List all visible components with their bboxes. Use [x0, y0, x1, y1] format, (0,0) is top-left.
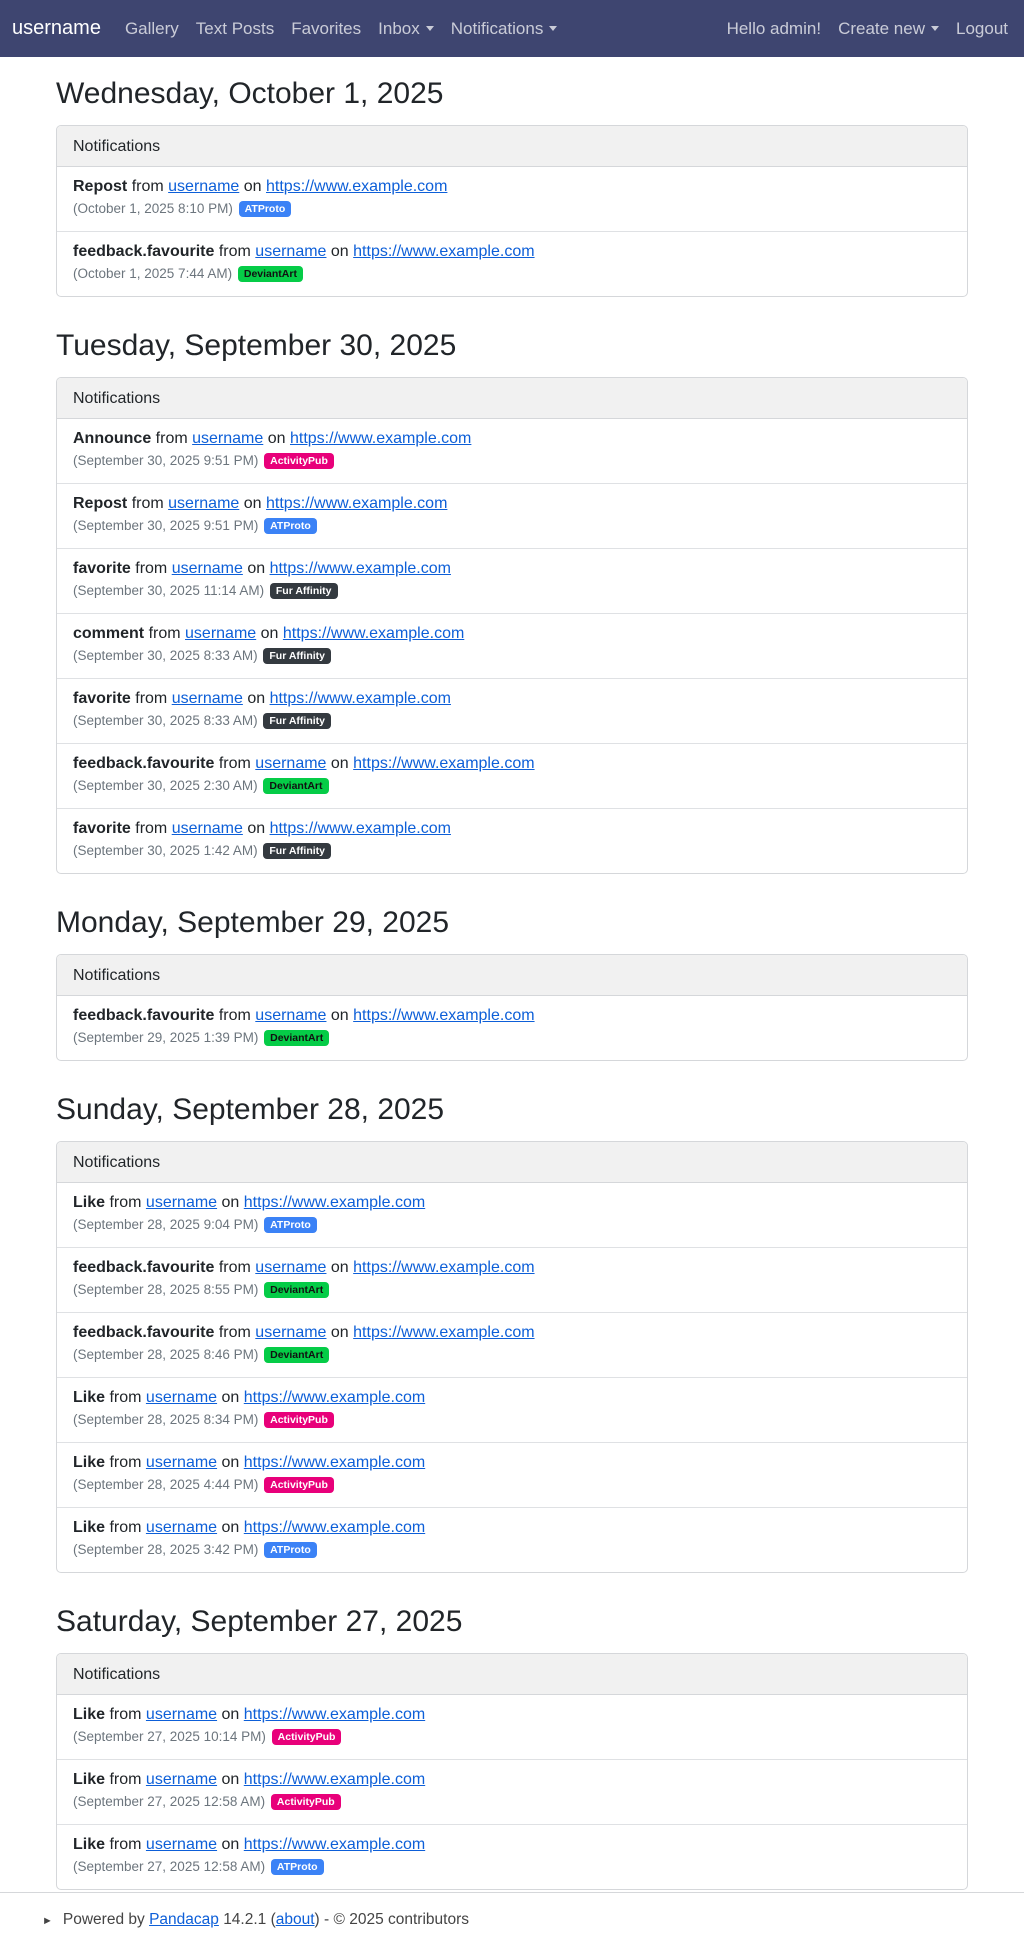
nav-right: [727, 19, 1012, 39]
notifications-list: [56, 57, 968, 1890]
user-link[interactable]: username: [185, 625, 257, 642]
notification-item: [57, 484, 967, 549]
notifications-label: Notifications: [450, 18, 544, 38]
day-heading: Tuesday, September 30, 2025: [56, 329, 457, 362]
create-new-dropdown[interactable]: [838, 19, 939, 39]
notification-item: [57, 1248, 967, 1313]
notification-meta: [73, 1474, 951, 1496]
user-link[interactable]: username: [168, 178, 240, 195]
from-label: from: [131, 495, 164, 512]
notification-meta: [73, 1214, 951, 1236]
notification-timestamp: (October 1, 2025 8:10 PM): [73, 201, 233, 216]
platform-badge: Fur Affinity: [263, 713, 331, 729]
pandacap-link[interactable]: Pandacap: [149, 1911, 219, 1928]
user-link[interactable]: username: [255, 243, 327, 260]
user-link[interactable]: username: [255, 1007, 327, 1024]
post-url-link[interactable]: https://www.example.com: [243, 1454, 426, 1471]
notification-timestamp: (September 30, 2025 9:51 PM): [73, 453, 259, 468]
notification-timestamp: (September 28, 2025 8:34 PM): [73, 1412, 259, 1427]
notification-item: [57, 1825, 967, 1889]
platform-badge: DeviantArt: [264, 1347, 329, 1363]
post-url-link[interactable]: https://www.example.com: [266, 495, 448, 512]
platform-badge: ATProto: [239, 201, 292, 217]
logout-link[interactable]: Logout: [956, 18, 1008, 38]
platform-badge: ActivityPub: [271, 1794, 341, 1810]
from-label: from: [131, 178, 164, 195]
notification-meta: [73, 1409, 951, 1431]
from-label: from: [109, 1389, 142, 1406]
platform-badge: ActivityPub: [272, 1729, 342, 1745]
nav-gallery-link[interactable]: Gallery: [124, 18, 179, 38]
notification-action: favorite: [73, 560, 131, 577]
on-label: on: [221, 1771, 240, 1788]
notification-timestamp: (September 30, 2025 1:42 AM): [73, 843, 258, 858]
on-label: on: [247, 690, 266, 707]
notification-summary: [73, 753, 951, 775]
notification-action: favorite: [73, 820, 131, 837]
platform-badge: ActivityPub: [264, 1477, 334, 1493]
notification-action: Like: [73, 1771, 106, 1788]
user-link[interactable]: username: [171, 560, 243, 577]
notification-action: Like: [73, 1706, 106, 1723]
notification-summary: [73, 1005, 951, 1027]
notification-timestamp: (September 30, 2025 2:30 AM): [73, 778, 258, 793]
notification-item: [57, 167, 967, 232]
notification-item: [57, 1443, 967, 1508]
notification-timestamp: (September 27, 2025 12:58 AM): [73, 1859, 266, 1874]
day-heading: Wednesday, October 1, 2025: [56, 77, 444, 110]
post-url-link[interactable]: https://www.example.com: [353, 1007, 535, 1024]
platform-badge: Fur Affinity: [263, 843, 331, 859]
notification-timestamp: (September 29, 2025 1:39 PM): [73, 1030, 259, 1045]
from-label: from: [218, 755, 251, 772]
notification-item: [57, 614, 967, 679]
notification-meta: [73, 1791, 951, 1813]
notifications-card: [56, 1141, 968, 1573]
notifications-card: [56, 125, 968, 297]
on-label: on: [221, 1454, 240, 1471]
on-label: on: [330, 1007, 349, 1024]
notification-meta: [73, 840, 951, 862]
user-link[interactable]: username: [255, 755, 327, 772]
on-label: on: [221, 1706, 240, 1723]
inbox-label: Inbox: [378, 18, 420, 38]
notification-item: [57, 549, 967, 614]
from-label: from: [109, 1771, 142, 1788]
notification-meta: [73, 1027, 951, 1049]
platform-badge: DeviantArt: [264, 1030, 329, 1046]
footer-suffix: ) - © 2025 contributors: [314, 1911, 469, 1928]
footer-version: 14.2.1 (: [223, 1911, 276, 1928]
from-label: from: [218, 243, 251, 260]
platform-badge: ATProto: [264, 1542, 317, 1558]
on-label: on: [267, 430, 286, 447]
notification-action: feedback.favourite: [73, 1324, 215, 1341]
user-link[interactable]: username: [145, 1194, 218, 1211]
top-navbar: [0, 0, 1024, 57]
notification-meta: [73, 1856, 951, 1878]
notification-summary: [73, 1257, 951, 1279]
post-url-link[interactable]: https://www.example.com: [243, 1771, 426, 1788]
platform-badge: ATProto: [264, 518, 317, 534]
user-link[interactable]: username: [255, 1324, 327, 1341]
notification-summary: [73, 688, 951, 710]
day-heading: Sunday, September 28, 2025: [56, 1093, 445, 1126]
notification-summary: [73, 558, 951, 580]
post-url-link[interactable]: https://www.example.com: [282, 625, 465, 642]
notification-timestamp: (September 28, 2025 8:55 PM): [73, 1282, 259, 1297]
notification-item: [57, 1183, 967, 1248]
on-label: on: [243, 495, 262, 512]
notification-summary: [73, 1322, 951, 1344]
post-url-link[interactable]: https://www.example.com: [353, 243, 535, 260]
caret-down-icon: [931, 26, 939, 31]
notification-action: Repost: [73, 178, 128, 195]
notification-item: [57, 1508, 967, 1572]
platform-badge: ActivityPub: [264, 453, 334, 469]
day-section: [56, 1073, 968, 1573]
post-url-link[interactable]: https://www.example.com: [289, 430, 472, 447]
notification-action: Repost: [73, 495, 128, 512]
notification-summary: [73, 1387, 951, 1409]
nav-text-posts-link[interactable]: Text Posts: [195, 18, 275, 38]
notification-action: Like: [73, 1519, 106, 1536]
notification-timestamp: (September 28, 2025 8:46 PM): [73, 1347, 259, 1362]
platform-badge: DeviantArt: [264, 1282, 329, 1298]
notifications-card: [56, 1653, 968, 1890]
on-label: on: [330, 755, 349, 772]
nav-left: [125, 19, 574, 39]
caret-down-icon: [426, 26, 434, 31]
notification-summary: [73, 1517, 951, 1539]
card-header: Notifications: [57, 1142, 967, 1183]
user-link[interactable]: username: [145, 1706, 218, 1723]
about-link[interactable]: about: [275, 1911, 315, 1928]
notification-meta: [73, 450, 951, 472]
notification-meta: [73, 515, 951, 537]
notification-action: comment: [73, 625, 145, 642]
notification-action: favorite: [73, 690, 131, 707]
notification-item: [57, 679, 967, 744]
notification-action: feedback.favourite: [73, 755, 215, 772]
from-label: from: [109, 1454, 142, 1471]
from-label: from: [218, 1007, 251, 1024]
post-url-link[interactable]: https://www.example.com: [243, 1519, 426, 1536]
post-url-link[interactable]: https://www.example.com: [353, 755, 535, 772]
on-label: on: [330, 1324, 349, 1341]
on-label: on: [330, 1259, 349, 1276]
platform-badge: DeviantArt: [238, 266, 303, 282]
post-url-link[interactable]: https://www.example.com: [243, 1389, 426, 1406]
notification-action: feedback.favourite: [73, 1007, 215, 1024]
notifications-card: [56, 954, 968, 1061]
notification-summary: [73, 818, 951, 840]
post-url-link[interactable]: https://www.example.com: [269, 560, 451, 577]
create-new-label: Create new: [838, 18, 925, 38]
card-header: Notifications: [57, 1654, 967, 1695]
notification-meta: [73, 710, 951, 732]
notification-meta: [73, 1539, 951, 1561]
from-label: from: [218, 1259, 251, 1276]
notification-timestamp: (September 27, 2025 12:58 AM): [73, 1794, 266, 1809]
notification-summary: [73, 1834, 951, 1856]
from-label: from: [109, 1194, 142, 1211]
notification-action: Like: [73, 1194, 106, 1211]
post-url-link[interactable]: https://www.example.com: [353, 1324, 535, 1341]
footer-prefix: Powered by: [62, 1911, 145, 1928]
user-link[interactable]: username: [145, 1389, 218, 1406]
card-header: Notifications: [57, 955, 967, 996]
notification-summary: [73, 493, 951, 515]
notification-summary: [73, 1452, 951, 1474]
notification-meta: [73, 645, 951, 667]
notification-meta: [73, 263, 951, 285]
post-url-link[interactable]: https://www.example.com: [269, 690, 451, 707]
on-label: on: [247, 820, 266, 837]
caret-down-icon: [549, 26, 557, 31]
from-label: from: [109, 1706, 142, 1723]
from-label: from: [218, 1324, 251, 1341]
platform-badge: DeviantArt: [263, 778, 328, 794]
post-url-link[interactable]: https://www.example.com: [243, 1706, 426, 1723]
user-link[interactable]: username: [145, 1771, 218, 1788]
platform-badge: ActivityPub: [264, 1412, 334, 1428]
user-link[interactable]: username: [168, 495, 240, 512]
card-header: Notifications: [57, 378, 967, 419]
notification-meta: [73, 1726, 951, 1748]
notification-summary: [73, 428, 951, 450]
notification-summary: [73, 176, 951, 198]
from-label: from: [135, 560, 168, 577]
day-section: [56, 1585, 968, 1890]
notification-timestamp: (September 28, 2025 3:42 PM): [73, 1542, 259, 1557]
notification-summary: [73, 1769, 951, 1791]
from-label: from: [109, 1836, 142, 1853]
notification-item: [57, 232, 967, 296]
notification-item: [57, 1378, 967, 1443]
user-link[interactable]: username: [192, 430, 264, 447]
post-url-link[interactable]: https://www.example.com: [269, 820, 451, 837]
notification-item: [57, 744, 967, 809]
platform-badge: Fur Affinity: [270, 583, 338, 599]
notification-item: [57, 996, 967, 1060]
from-label: from: [135, 820, 168, 837]
notification-meta: [73, 1279, 951, 1301]
notification-action: Like: [73, 1836, 106, 1853]
day-heading: Monday, September 29, 2025: [56, 906, 450, 939]
notification-item: [57, 419, 967, 484]
day-heading: Saturday, September 27, 2025: [56, 1605, 463, 1638]
notification-item: [57, 1313, 967, 1378]
post-url-link[interactable]: https://www.example.com: [243, 1836, 426, 1853]
from-label: from: [155, 430, 188, 447]
on-label: on: [330, 243, 349, 260]
on-label: on: [260, 625, 279, 642]
from-label: from: [135, 690, 168, 707]
notification-summary: [73, 623, 951, 645]
notification-timestamp: (September 30, 2025 8:33 AM): [73, 713, 258, 728]
user-link[interactable]: username: [171, 690, 243, 707]
nav-inbox-dropdown[interactable]: [378, 19, 434, 39]
notification-summary: [73, 241, 951, 263]
notification-meta: [73, 198, 951, 220]
from-label: from: [109, 1519, 142, 1536]
notification-action: feedback.favourite: [73, 1259, 215, 1276]
notification-action: Announce: [73, 430, 152, 447]
card-header: Notifications: [57, 126, 967, 167]
notification-item: [57, 1695, 967, 1760]
platform-badge: ATProto: [271, 1859, 324, 1875]
day-section: [56, 57, 968, 297]
notification-action: Like: [73, 1389, 106, 1406]
notification-action: Like: [73, 1454, 106, 1471]
post-url-link[interactable]: https://www.example.com: [243, 1194, 426, 1211]
on-label: on: [221, 1836, 240, 1853]
hello-user-link[interactable]: Hello admin!: [726, 18, 822, 38]
post-url-link[interactable]: https://www.example.com: [353, 1259, 535, 1276]
notification-timestamp: (September 30, 2025 9:51 PM): [73, 518, 259, 533]
day-section: [56, 886, 968, 1061]
footer: [0, 1892, 1024, 1950]
user-link[interactable]: username: [255, 1259, 327, 1276]
notification-summary: [73, 1192, 951, 1214]
user-link[interactable]: username: [145, 1454, 218, 1471]
notification-timestamp: (September 28, 2025 9:04 PM): [73, 1217, 259, 1232]
from-label: from: [148, 625, 181, 642]
notification-timestamp: (September 27, 2025 10:14 PM): [73, 1729, 266, 1744]
notification-meta: [73, 775, 951, 797]
expand-triangle-icon[interactable]: ►: [42, 1915, 53, 1927]
notification-timestamp: (September 30, 2025 8:33 AM): [73, 648, 258, 663]
day-section: [56, 309, 968, 874]
brand-link[interactable]: username: [12, 17, 101, 39]
post-url-link[interactable]: https://www.example.com: [266, 178, 448, 195]
on-label: on: [247, 560, 266, 577]
notification-item: [57, 809, 967, 873]
platform-badge: ATProto: [264, 1217, 317, 1233]
on-label: on: [243, 178, 262, 195]
notification-timestamp: (October 1, 2025 7:44 AM): [73, 266, 233, 281]
platform-badge: Fur Affinity: [263, 648, 331, 664]
notifications-card: [56, 377, 968, 874]
notification-meta: [73, 580, 951, 602]
notification-meta: [73, 1344, 951, 1366]
notification-item: [57, 1760, 967, 1825]
user-link[interactable]: username: [171, 820, 243, 837]
on-label: on: [221, 1194, 240, 1211]
notification-action: feedback.favourite: [73, 243, 215, 260]
notification-timestamp: (September 30, 2025 11:14 AM): [73, 583, 265, 598]
notification-timestamp: (September 28, 2025 4:44 PM): [73, 1477, 259, 1492]
user-link[interactable]: username: [145, 1836, 218, 1853]
nav-notifications-dropdown[interactable]: [451, 19, 558, 39]
user-link[interactable]: username: [145, 1519, 218, 1536]
nav-favorites-link[interactable]: Favorites: [291, 18, 362, 38]
notification-summary: [73, 1704, 951, 1726]
on-label: on: [221, 1519, 240, 1536]
on-label: on: [221, 1389, 240, 1406]
